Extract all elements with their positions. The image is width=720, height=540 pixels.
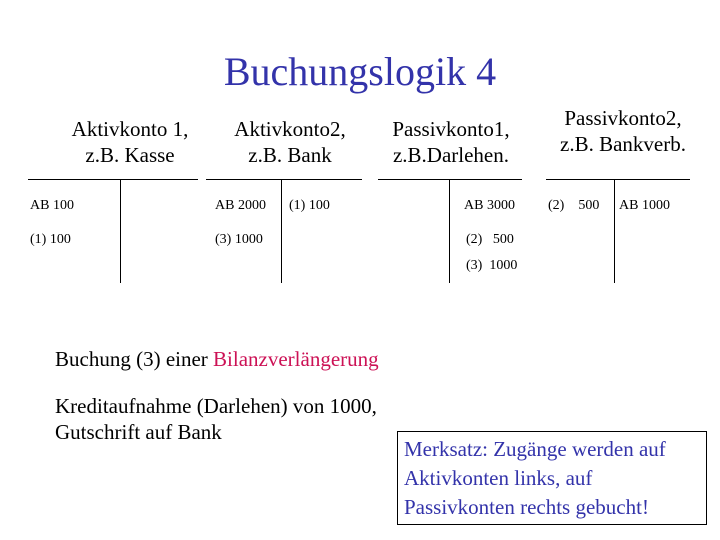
t-account-divider bbox=[449, 179, 450, 283]
entry-right: (3) 1000 bbox=[466, 258, 518, 273]
account-example: z.B. Kasse bbox=[85, 143, 175, 167]
entry-right: (2) 500 bbox=[466, 232, 514, 247]
booking-line-2: Gutschrift auf Bank bbox=[55, 420, 222, 444]
account-name: Aktivkonto2, bbox=[234, 117, 346, 141]
entry-right: AB 1000 bbox=[619, 198, 670, 213]
account-header-bank bbox=[215, 116, 365, 168]
entry-right: (1) 100 bbox=[289, 198, 330, 213]
account-name: Passivkonto2, bbox=[564, 106, 682, 130]
account-header-kasse bbox=[55, 116, 205, 168]
entry-left: AB 100 bbox=[30, 198, 74, 213]
entry-left: (3) 1000 bbox=[215, 232, 263, 247]
account-header-darlehen bbox=[373, 116, 529, 168]
booking-highlight: Bilanzverlängerung bbox=[213, 347, 379, 371]
t-account-divider bbox=[281, 179, 282, 283]
entry-right: AB 3000 bbox=[464, 198, 515, 213]
entry-left: AB 2000 bbox=[215, 198, 266, 213]
merksatz-line: Aktivkonten links, auf bbox=[404, 466, 593, 490]
entry-left: (2) 500 bbox=[548, 198, 600, 213]
account-example: z.B.Darlehen. bbox=[392, 143, 510, 167]
t-account-divider bbox=[614, 179, 615, 283]
account-example: z.B. Bank bbox=[248, 143, 332, 167]
merksatz-line: Merksatz: Zugänge werden auf bbox=[404, 437, 666, 461]
booking-heading bbox=[55, 347, 379, 372]
account-header-bankverb bbox=[540, 105, 706, 157]
t-account-top-line bbox=[378, 179, 522, 180]
booking-prefix: Buchung (3) einer bbox=[55, 347, 214, 371]
slide-title: Buchungslogik 4 bbox=[223, 49, 497, 94]
account-name: Passivkonto1, bbox=[392, 117, 510, 141]
merksatz-box bbox=[397, 431, 707, 525]
booking-line-1: Kreditaufnahme (Darlehen) von 1000, bbox=[55, 394, 377, 418]
account-example: z.B. Bankverb. bbox=[560, 132, 686, 156]
t-account-top-line bbox=[28, 179, 198, 180]
t-account-top-line bbox=[546, 179, 690, 180]
entry-left: (1) 100 bbox=[30, 232, 71, 247]
merksatz-line: Passivkonten rechts gebucht! bbox=[404, 495, 649, 519]
account-name: Aktivkonto 1, bbox=[71, 117, 189, 141]
t-account-top-line bbox=[206, 179, 362, 180]
t-account-divider bbox=[120, 179, 121, 283]
